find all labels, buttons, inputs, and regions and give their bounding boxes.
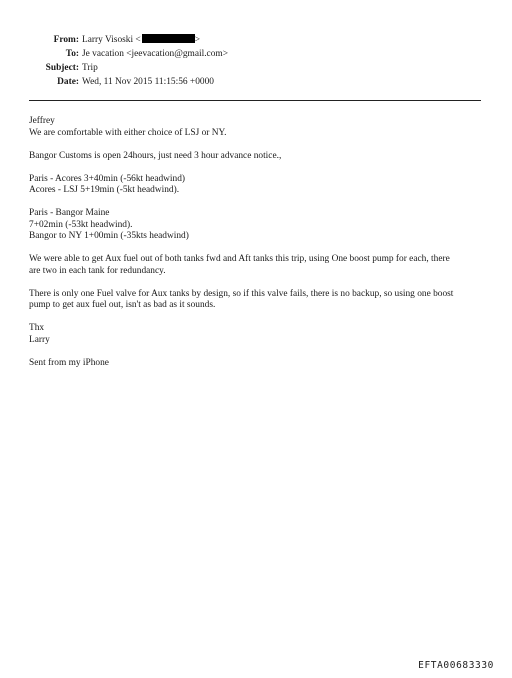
- signoff-paragraph: [29, 323, 491, 346]
- from-value: [82, 33, 200, 47]
- date-value: Wed, 11 Nov 2015 11:15:56 +0000: [82, 77, 214, 87]
- to-row: [0, 47, 512, 61]
- route-paragraph-1: [29, 174, 491, 197]
- mobile-signature: Sent from my iPhone: [29, 357, 109, 368]
- from-label: From:: [53, 35, 79, 45]
- route-line: 7+02min (-53kt headwind).: [29, 219, 133, 230]
- to-label: To:: [65, 49, 79, 59]
- route-line: Acores - LSJ 5+19min (-5kt headwind).: [29, 185, 180, 195]
- intro-line: We are comfortable with either choice of LSJ or NY.: [29, 127, 227, 138]
- signature-paragraph: [29, 358, 491, 370]
- subject-value: Trip: [82, 63, 98, 73]
- valve-line: pump to get aux fuel out, isn't as bad as it sounds.: [29, 300, 216, 310]
- document-id-stamp: EFTA00683330: [418, 660, 494, 671]
- email-body: [29, 116, 491, 381]
- redaction-block: [142, 34, 195, 43]
- from-row: [0, 33, 512, 47]
- customs-line: Bangor Customs is open 24hours, just need 3 hour advance notice.,: [29, 150, 282, 161]
- from-name: Larry Visoski <: [82, 35, 141, 45]
- subject-label: Subject:: [45, 63, 79, 73]
- fuel-line: are two in each tank for redundancy.: [29, 265, 166, 276]
- fuel-paragraph: [29, 254, 491, 277]
- route-line: Bangor to NY 1+00min (-35kts headwind): [29, 231, 189, 241]
- customs-paragraph: [29, 151, 491, 163]
- route-line: Paris - Acores 3+40min (-56kt headwind): [29, 173, 186, 184]
- signoff-thx: Thx: [29, 323, 45, 333]
- date-row: [0, 75, 512, 89]
- route-line: Paris - Bangor Maine: [29, 208, 110, 218]
- subject-row: [0, 61, 512, 75]
- from-suffix: >: [194, 35, 201, 45]
- to-value: Je vacation <jeevacation@gmail.com>: [82, 49, 228, 59]
- valve-line: There is only one Fuel valve for Aux tanks by design, so if this valve fails, there is no backup, so using one boost: [29, 288, 454, 299]
- fuel-line: We were able to get Aux fuel out of both tanks fwd and Aft tanks this trip, using One boost pump for each, there: [29, 254, 450, 264]
- greeting: Jeffrey: [29, 116, 55, 126]
- opening-paragraph: [29, 116, 491, 139]
- email-header: [0, 33, 512, 89]
- route-paragraph-2: [29, 208, 491, 243]
- valve-paragraph: [29, 289, 491, 312]
- header-divider: [29, 100, 481, 101]
- signoff-name: Larry: [29, 334, 50, 345]
- date-label: Date:: [57, 77, 79, 87]
